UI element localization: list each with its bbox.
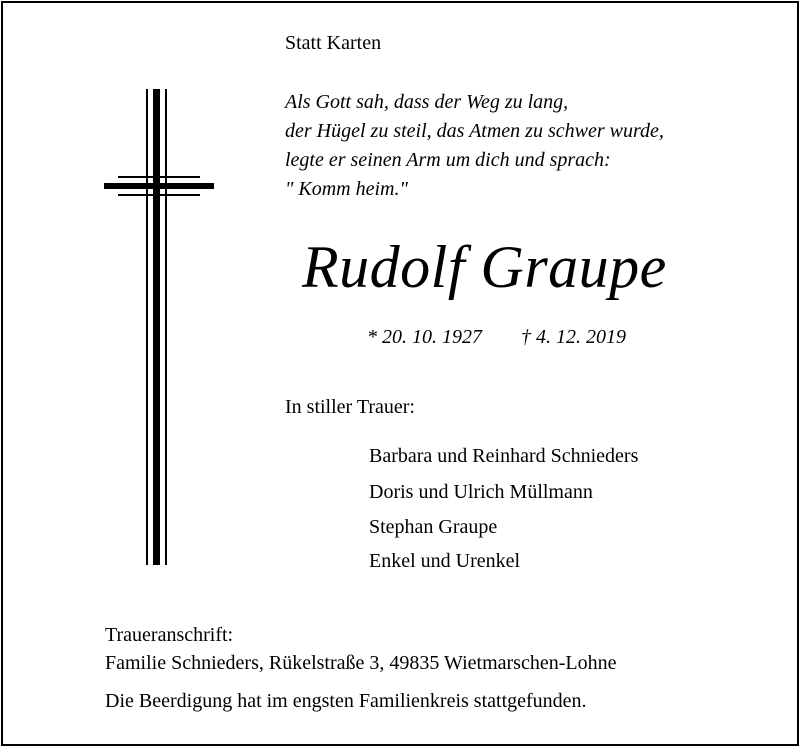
mourning-heading: In stiller Trauer:: [285, 396, 415, 418]
poem-line: " Komm heim.": [285, 178, 408, 200]
birth-date: * 20. 10. 1927: [367, 326, 482, 348]
mourner-item: Doris und Ulrich Müllmann: [369, 481, 593, 503]
cross-icon: [100, 85, 220, 572]
footer-note: Die Beerdigung hat im engsten Familienkreis stattgefunden.: [105, 690, 587, 712]
poem-line: legte er seinen Arm um dich und sprach:: [285, 149, 611, 171]
poem-line: Als Gott sah, dass der Weg zu lang,: [285, 91, 569, 113]
mourner-item: Stephan Graupe: [369, 516, 498, 538]
address-line: Familie Schnieders, Rükelstraße 3, 49835 Wietmarschen-Lohne: [105, 652, 617, 674]
mourner-item: Enkel und Urenkel: [369, 550, 521, 572]
death-date: † 4. 12. 2019: [521, 326, 626, 348]
statt-karten: Statt Karten: [285, 32, 382, 54]
mourner-item: Barbara und Reinhard Schnieders: [369, 445, 639, 467]
poem-line: der Hügel zu steil, das Atmen zu schwer wurde,: [285, 120, 664, 142]
deceased-name: Rudolf Graupe: [302, 234, 667, 300]
address-label: Traueranschrift:: [105, 624, 234, 646]
